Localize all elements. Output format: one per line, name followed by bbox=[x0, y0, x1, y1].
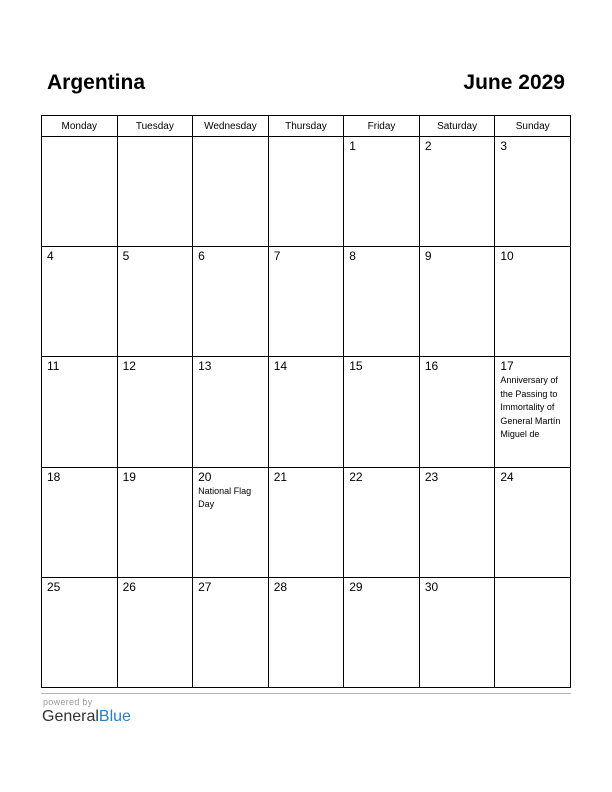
day-number: 21 bbox=[273, 469, 288, 484]
day-number: 23 bbox=[424, 469, 439, 484]
day-number: 26 bbox=[122, 579, 136, 594]
day-number: 12 bbox=[122, 359, 136, 374]
day-cell bbox=[117, 467, 193, 577]
day-number: 27 bbox=[198, 579, 212, 594]
day-number: 17 bbox=[500, 359, 514, 374]
day-number: 3 bbox=[500, 139, 508, 153]
day-cell bbox=[42, 467, 118, 577]
month-year-title: June 2029 bbox=[463, 71, 565, 94]
day-number: 18 bbox=[47, 469, 61, 484]
week-row bbox=[42, 467, 571, 577]
day-cell bbox=[42, 137, 118, 247]
day-number: 14 bbox=[273, 359, 288, 374]
calendar-grid bbox=[41, 115, 571, 688]
calendar-header bbox=[47, 71, 565, 99]
day-number: 4 bbox=[47, 249, 54, 264]
day-number: 20 bbox=[198, 469, 212, 484]
day-cell bbox=[268, 357, 344, 467]
weekday-wednesday: Wednesday bbox=[193, 116, 269, 137]
day-number: 1 bbox=[349, 139, 356, 153]
day-cell bbox=[268, 247, 344, 357]
weekday-tuesday: Tuesday bbox=[117, 116, 193, 137]
weekday-friday: Friday bbox=[344, 116, 420, 137]
day-cell bbox=[42, 247, 118, 357]
day-cell bbox=[495, 357, 571, 467]
weekday-saturday: Saturday bbox=[419, 116, 495, 137]
day-cell bbox=[344, 577, 420, 687]
day-number: 7 bbox=[273, 249, 281, 264]
weekday-sunday: Sunday bbox=[495, 116, 571, 137]
day-cell bbox=[268, 137, 344, 247]
weekday-header-row bbox=[42, 116, 571, 137]
day-number: 5 bbox=[122, 249, 130, 264]
day-cell bbox=[495, 467, 571, 577]
holiday-event: National Flag Day bbox=[198, 485, 252, 510]
day-cell bbox=[117, 247, 193, 357]
week-row bbox=[42, 137, 571, 247]
day-number: 29 bbox=[349, 579, 363, 594]
day-cell bbox=[495, 577, 571, 687]
day-cell bbox=[117, 577, 193, 687]
day-number: 11 bbox=[47, 359, 60, 374]
week-row bbox=[42, 357, 571, 467]
day-number: 28 bbox=[273, 579, 288, 594]
day-number: 22 bbox=[349, 469, 363, 484]
day-cell bbox=[344, 247, 420, 357]
week-row bbox=[42, 247, 571, 357]
weekday-thursday: Thursday bbox=[268, 116, 344, 137]
day-cell bbox=[193, 247, 269, 357]
day-cell bbox=[268, 467, 344, 577]
day-cell bbox=[42, 357, 118, 467]
day-cell bbox=[268, 577, 344, 687]
day-cell bbox=[419, 467, 495, 577]
day-number: 13 bbox=[198, 359, 212, 374]
day-number: 9 bbox=[424, 249, 432, 264]
day-cell bbox=[419, 357, 495, 467]
day-cell bbox=[344, 467, 420, 577]
weekday-monday: Monday bbox=[42, 116, 118, 137]
day-number: 30 bbox=[424, 579, 439, 594]
day-number: 8 bbox=[349, 249, 356, 264]
day-cell bbox=[495, 137, 571, 247]
day-number: 24 bbox=[500, 469, 514, 484]
day-cell bbox=[495, 247, 571, 357]
day-number: 6 bbox=[198, 249, 205, 264]
day-cell bbox=[193, 467, 269, 577]
day-number: 25 bbox=[47, 579, 61, 594]
day-cell bbox=[419, 247, 495, 357]
day-number: 10 bbox=[500, 249, 514, 264]
footer-divider bbox=[41, 693, 571, 694]
day-cell bbox=[117, 357, 193, 467]
day-number: 2 bbox=[424, 139, 432, 153]
day-cell bbox=[42, 577, 118, 687]
day-cell bbox=[344, 137, 420, 247]
day-cell bbox=[419, 577, 495, 687]
day-cell bbox=[193, 137, 269, 247]
brand-general: General bbox=[42, 708, 99, 725]
week-row bbox=[42, 577, 571, 687]
day-cell bbox=[193, 577, 269, 687]
generalblue-logo bbox=[42, 708, 131, 726]
day-number: 15 bbox=[349, 359, 363, 374]
country-title: Argentina bbox=[47, 71, 146, 94]
day-cell bbox=[117, 137, 193, 247]
day-cell bbox=[344, 357, 420, 467]
brand-blue: Blue bbox=[98, 708, 131, 725]
day-cell bbox=[193, 357, 269, 467]
holiday-event: Anniversary of the Passing to Immortality of General Martín Miguel de bbox=[500, 375, 561, 440]
day-cell bbox=[419, 137, 495, 247]
powered-by-text: powered by bbox=[43, 697, 93, 707]
day-number: 16 bbox=[424, 359, 439, 374]
day-number: 19 bbox=[122, 469, 136, 484]
